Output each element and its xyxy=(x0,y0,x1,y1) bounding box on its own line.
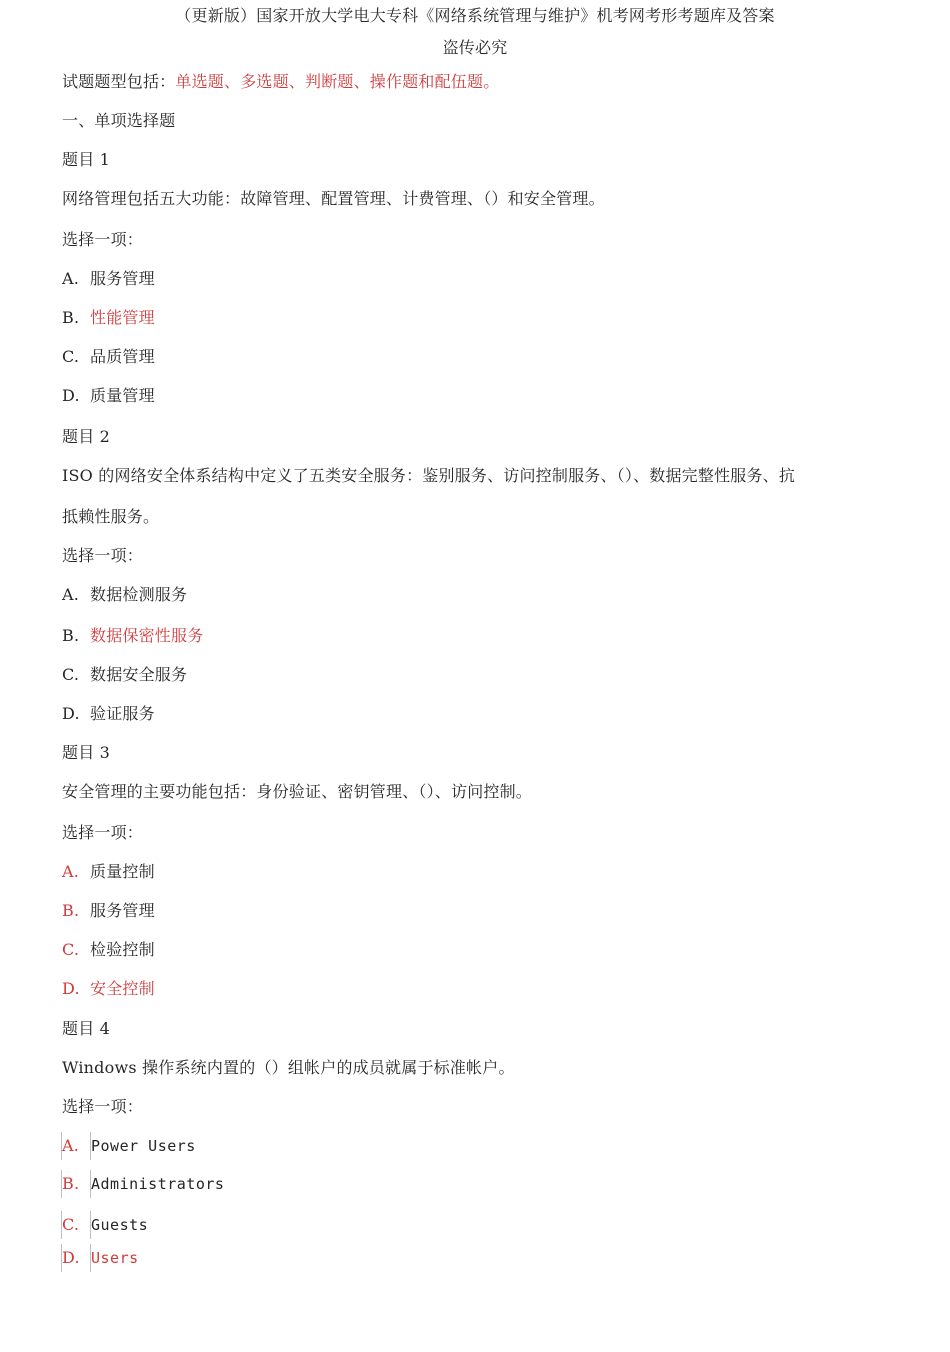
option-letter: C. xyxy=(62,665,80,684)
option-letter: B. xyxy=(61,1170,91,1198)
question-types-list: 单选题、多选题、判断题、操作题和配伍题。 xyxy=(175,72,500,91)
option-letter: D. xyxy=(62,979,80,998)
option-letter: B. xyxy=(62,308,80,327)
choose-one-prompt: 选择一项： xyxy=(62,230,144,249)
option-b[interactable] xyxy=(62,626,203,646)
option-a[interactable] xyxy=(62,585,187,605)
question-label: 题目 3 xyxy=(62,743,111,762)
option-c[interactable] xyxy=(62,940,155,960)
option-a[interactable] xyxy=(62,269,155,289)
option-letter: D. xyxy=(62,704,80,723)
option-letter: C. xyxy=(61,1211,91,1239)
option-letter: D. xyxy=(62,386,80,405)
option-text-answer: 数据保密性服务 xyxy=(90,626,204,645)
option-a[interactable] xyxy=(62,1132,196,1160)
section-title: 一、单项选择题 xyxy=(62,111,176,130)
option-text: 数据安全服务 xyxy=(90,665,188,684)
option-text: 数据检测服务 xyxy=(90,585,188,604)
option-text: 检验控制 xyxy=(90,940,155,959)
option-text: 验证服务 xyxy=(90,704,155,723)
question-stem: Windows 操作系统内置的（）组帐户的成员就属于标准帐户。 xyxy=(62,1058,515,1077)
option-letter: A. xyxy=(61,1132,91,1160)
option-d[interactable] xyxy=(62,1244,139,1272)
option-text: Administrators xyxy=(91,1175,225,1193)
option-text-answer: Users xyxy=(91,1249,139,1267)
question-types-label: 试题题型包括： xyxy=(62,72,176,91)
option-text: 服务管理 xyxy=(90,901,155,920)
question-label: 题目 4 xyxy=(62,1019,111,1038)
option-b[interactable] xyxy=(62,901,155,921)
document-subtitle: 盗传必究 xyxy=(442,38,508,57)
question-stem-line1: ISO 的网络安全体系结构中定义了五类安全服务：鉴别服务、访问控制服务、（）、数据完整性服务、抗 xyxy=(62,466,796,485)
option-text: 质量控制 xyxy=(90,862,155,881)
question-stem: 安全管理的主要功能包括：身份验证、密钥管理、（）、访问控制。 xyxy=(62,782,533,801)
option-letter: A. xyxy=(62,585,80,604)
document-title: （更新版）国家开放大学电大专科《网络系统管理与维护》机考网考形考题库及答案 xyxy=(175,6,775,25)
option-text-answer: 性能管理 xyxy=(90,308,155,327)
option-letter: B. xyxy=(62,626,80,645)
choose-one-prompt: 选择一项： xyxy=(62,1097,144,1116)
option-letter: A. xyxy=(62,862,80,881)
option-d[interactable] xyxy=(62,979,155,999)
question-types-intro xyxy=(62,72,499,92)
option-b[interactable] xyxy=(62,308,155,328)
option-d[interactable] xyxy=(62,704,155,724)
option-text-answer: 安全控制 xyxy=(90,979,155,998)
choose-one-prompt: 选择一项： xyxy=(62,823,144,842)
option-a[interactable] xyxy=(62,862,155,882)
option-d[interactable] xyxy=(62,386,155,406)
option-c[interactable] xyxy=(62,347,155,367)
option-text: 品质管理 xyxy=(90,347,155,366)
option-letter: D. xyxy=(61,1244,91,1272)
question-label: 题目 1 xyxy=(62,150,111,169)
choose-one-prompt: 选择一项： xyxy=(62,546,144,565)
option-b[interactable] xyxy=(62,1170,224,1198)
option-text: 质量管理 xyxy=(90,386,155,405)
option-text: Guests xyxy=(91,1216,149,1234)
option-letter: C. xyxy=(62,940,80,959)
option-text: Power Users xyxy=(91,1137,196,1155)
option-letter: B. xyxy=(62,901,80,920)
question-stem: 网络管理包括五大功能：故障管理、配置管理、计费管理、（）和安全管理。 xyxy=(62,189,605,208)
option-letter: C. xyxy=(62,347,80,366)
option-text: 服务管理 xyxy=(90,269,155,288)
question-stem-line2: 抵赖性服务。 xyxy=(62,507,160,526)
question-label: 题目 2 xyxy=(62,427,111,446)
option-c[interactable] xyxy=(62,665,187,685)
option-letter: A. xyxy=(62,269,80,288)
option-c[interactable] xyxy=(62,1211,148,1239)
